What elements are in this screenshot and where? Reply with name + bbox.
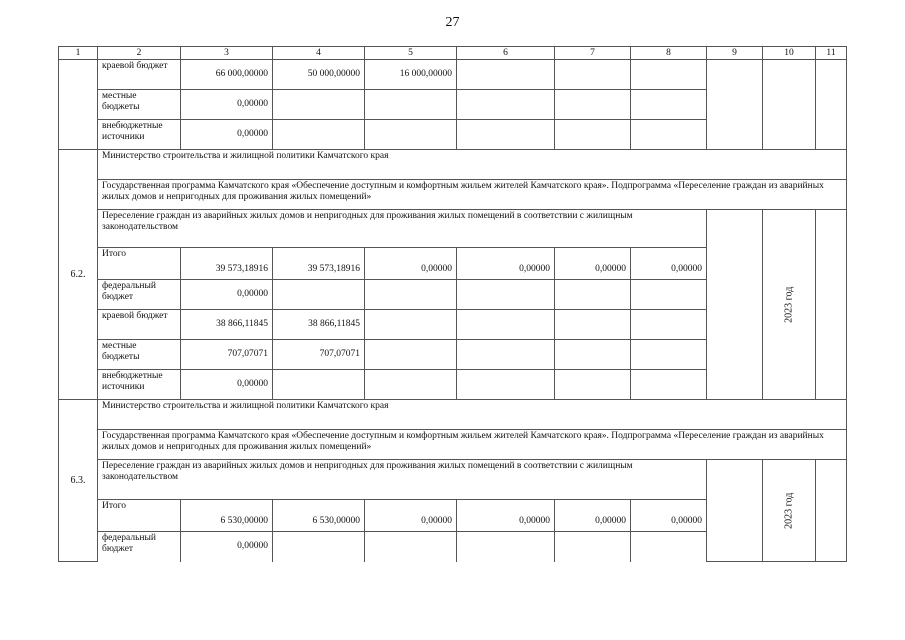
value-cell: 66 000,00000 <box>181 60 273 90</box>
section-index: 6.2. <box>59 150 98 400</box>
value-cell: 0,00000 <box>555 248 631 280</box>
program-row: Государственная программа Камчатского края «Обеспечение доступным и комфортным жильем жителей Камчатского края». Подпрограмма «Переселение граждан из аварийных жилых домов и непригодных для проживания жилых помещений» <box>98 430 847 460</box>
value-cell: 38 866,11845 <box>181 310 273 340</box>
value-cell: 0,00000 <box>181 370 273 400</box>
col-num: 4 <box>273 47 365 60</box>
value-cell <box>707 460 763 562</box>
value-cell: 0,00000 <box>457 500 555 532</box>
col-num: 3 <box>181 47 273 60</box>
value-cell: 16 000,00000 <box>365 60 457 90</box>
value-cell: 0,00000 <box>631 248 707 280</box>
table-row <box>59 460 847 500</box>
value-cell: 39 573,18916 <box>181 248 273 280</box>
value-cell: 0,00000 <box>365 248 457 280</box>
value-cell: 0,00000 <box>181 120 273 150</box>
row-label: федеральный бюджет <box>98 280 181 310</box>
row-label: внебюджетные источники <box>98 120 181 150</box>
value-cell: 0,00000 <box>181 90 273 120</box>
col-num: 9 <box>707 47 763 60</box>
value-cell <box>763 60 816 150</box>
section-index: 6.3. <box>59 400 98 562</box>
row-label: Итого <box>98 500 181 532</box>
col-num: 1 <box>59 47 98 60</box>
value-cell <box>707 210 763 400</box>
col-num: 5 <box>365 47 457 60</box>
col-num: 7 <box>555 47 631 60</box>
activity-row: Переселение граждан из аварийных жилых домов и непригодных для проживания жилых помещений в соответствии с жилищным законодательством <box>98 460 707 500</box>
value-cell <box>631 60 707 90</box>
row-label: местные бюджеты <box>98 90 181 120</box>
value-cell: 50 000,00000 <box>273 60 365 90</box>
value-cell: 0,00000 <box>631 500 707 532</box>
value-cell: 39 573,18916 <box>273 248 365 280</box>
table-row <box>59 180 847 210</box>
value-cell: 0,00000 <box>181 532 273 562</box>
row-label: Итого <box>98 248 181 280</box>
value-cell <box>457 60 555 90</box>
column-number-row <box>59 47 847 60</box>
value-cell: 6 530,00000 <box>273 500 365 532</box>
value-cell: 0,00000 <box>365 500 457 532</box>
year-cell: 2023 год <box>763 210 816 400</box>
value-cell <box>555 60 631 90</box>
program-row: Государственная программа Камчатского края «Обеспечение доступным и комфортным жильем жителей Камчатского края». Подпрограмма «Переселение граждан из аварийных жилых домов и непригодных для проживания жилых помещений» <box>98 180 847 210</box>
index-cell <box>59 60 98 150</box>
value-cell: 0,00000 <box>457 248 555 280</box>
value-cell <box>816 460 847 562</box>
ministry-row: Министерство строительства и жилищной политики Камчатского края <box>98 400 847 430</box>
col-num: 2 <box>98 47 181 60</box>
value-cell <box>816 60 847 150</box>
row-label: местные бюджеты <box>98 340 181 370</box>
value-cell: 38 866,11845 <box>273 310 365 340</box>
col-num: 10 <box>763 47 816 60</box>
col-num: 6 <box>457 47 555 60</box>
value-cell <box>816 210 847 400</box>
table-row <box>59 210 847 248</box>
value-cell: 707,07071 <box>181 340 273 370</box>
year-cell: 2023 год <box>763 460 816 562</box>
row-label: внебюджетные источники <box>98 370 181 400</box>
page-number: 27 <box>445 15 460 30</box>
value-cell: 0,00000 <box>181 280 273 310</box>
value-cell: 6 530,00000 <box>181 500 273 532</box>
table-row <box>59 60 847 90</box>
col-num: 8 <box>631 47 707 60</box>
table-row <box>59 430 847 460</box>
value-cell <box>707 60 763 150</box>
col-num: 11 <box>816 47 847 60</box>
row-label: краевой бюджет <box>98 310 181 340</box>
value-cell: 707,07071 <box>273 340 365 370</box>
row-label: федеральный бюджет <box>98 532 181 562</box>
ministry-row: Министерство строительства и жилищной политики Камчатского края <box>98 150 847 180</box>
activity-row: Переселение граждан из аварийных жилых домов и непригодных для проживания жилых помещений в соответствии с жилищным законодательством <box>98 210 707 248</box>
table-row <box>59 150 847 180</box>
value-cell: 0,00000 <box>555 500 631 532</box>
row-label: краевой бюджет <box>98 60 181 90</box>
budget-table <box>58 46 847 562</box>
table-row <box>59 400 847 430</box>
